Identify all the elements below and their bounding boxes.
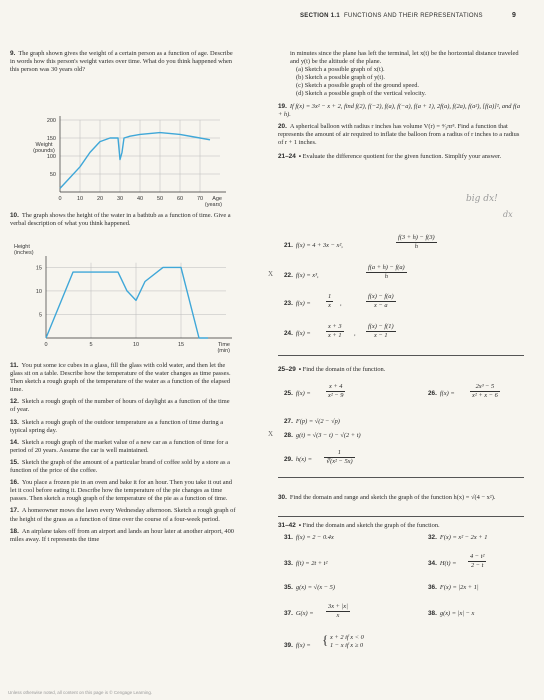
- x-tick-label: 10: [132, 342, 140, 348]
- check-mark-28: X: [268, 430, 274, 438]
- page-number: 9: [512, 12, 516, 19]
- y-axis-label: Weight: [35, 142, 53, 148]
- x-tick-label: 40: [136, 196, 144, 202]
- problem-24-fraction: $\frac{x + 3}{x + 1}$: [328, 323, 342, 340]
- problem-22-quotient: $\frac{f(a + h) - f(a)}{h}$: [368, 264, 405, 281]
- comma: ,: [354, 330, 356, 337]
- x-axis-label: (min): [217, 348, 230, 354]
- problem-21: 21. f(x) = 4 + 3x − x²,: [284, 242, 343, 249]
- bathtub-graph: [10, 238, 240, 356]
- problem-35: 35. g(x) = √(x − 5): [284, 584, 335, 591]
- y-tick-label: 100: [46, 154, 56, 160]
- problem-23-fraction: $\frac{1}{x}$: [328, 293, 332, 310]
- problems-25-29-header: 25–29 ▪ Find the domain of the function.: [278, 366, 386, 373]
- y-tick-label: 10: [35, 288, 42, 295]
- x-axis-label: Age: [212, 196, 222, 202]
- problem-37: 37. G(x) =: [284, 610, 314, 617]
- running-header: SECTION 1.1 FUNCTIONS AND THEIR REPRESENTATIONS: [300, 13, 483, 19]
- x-tick-label: 30: [116, 196, 124, 202]
- x-tick-label: 0: [44, 342, 48, 348]
- problem-26-fraction: $\frac{\text{2x³ − 5}}{\text{x² + x − 6}}$: [472, 383, 498, 400]
- brace: {: [322, 632, 329, 647]
- x-tick-label: 10: [76, 196, 84, 202]
- problem-32: 32. F(x) = x² − 2x + 1: [428, 534, 488, 541]
- problem-37-fraction: $\frac{3x + |x|}{x}$: [328, 603, 348, 620]
- x-tick-label: 50: [156, 196, 164, 202]
- y-tick-label: 15: [35, 265, 42, 272]
- pencil-annotation: big dx!: [466, 194, 498, 204]
- pencil-annotation-2: dx: [503, 210, 513, 219]
- problems-31-42-header: 31–42 ▪ Find the domain and sketch the graph of the function.: [278, 522, 440, 529]
- y-tick-label: 5: [38, 312, 42, 319]
- divider: [278, 477, 524, 478]
- problem-23: 23. f(x) =: [284, 300, 311, 307]
- problem-24-quotient: $\frac{f(x) - f(1)}{x - 1}$: [368, 323, 394, 340]
- problem-36: 36. F(x) = |2x + 1|: [428, 584, 479, 591]
- y-tick-label: 50: [49, 172, 56, 178]
- problem-27: 27. F(p) = √(2 − √p): [284, 418, 340, 425]
- right-column-top: in minutes since the plane has left the terminal, let x(t) be the horizontal distance traveled and y(t) be the altitude of the plane. (a) Sketch a possible graph of x(t). (b) Sketch a possible graph of y(t). (c) Sketch a possible graph of the ground speed. (d) Sketch a possible graph of the vertical velocity. 19. If f(x) = 3x² − x + 2, find f(2), f(−2), f(a), f(−a), f(a + 1), 2f(a), f(2a), f(a²), [f(a)]², and f(a + h). 20. A spherical balloon with radius r inches has volume V(r) = ⁴⁄₃πr³. Find a function that represents the amount of air required to inflate the balloon from a radius of r inches to a radius of r + 1 inches. 21–24 ▪ Evaluate the difference quotient for the given function. Simplify your answer.: [278, 50, 521, 161]
- x-tick-label: 70: [196, 196, 204, 202]
- x-tick-label: 15: [177, 342, 185, 348]
- problem-38: 38. g(x) = |x| − x: [428, 610, 475, 617]
- x-tick-label: 60: [176, 196, 184, 202]
- problem-31: 31. f(x) = 2 − 0.4x: [284, 534, 334, 541]
- problem-9: 9. The graph shown gives the weight of a certain person as a function of age. Describe in words how this person's weight varies over time. What do you think happened when this person was 30 years old?: [10, 50, 233, 74]
- problem-34-fraction: $\frac{\text{4 − t²}}{2 - t}$: [470, 553, 485, 570]
- problem-21-quotient: $\frac{f(3 + h) - f(3)}{h}$: [398, 234, 435, 251]
- x-tick-label: 0: [58, 196, 62, 202]
- x-tick-label: 20: [96, 196, 104, 202]
- problem-23-quotient: $\frac{f(x) - f(a)}{x - a}$: [368, 293, 394, 310]
- divider: [278, 355, 524, 356]
- height-curve: [46, 267, 208, 338]
- problem-22: 22. f(x) = x³,: [284, 272, 319, 279]
- comma: ,: [340, 300, 342, 307]
- weight-curve: [60, 133, 210, 189]
- copyright-footer: Unless otherwise noted, all content on this page is © Cengage Learning.: [8, 690, 153, 695]
- weight-graph: [10, 110, 240, 210]
- x-axis-label: (years): [204, 202, 222, 208]
- problem-39: 39. f(x) =: [284, 642, 311, 649]
- y-axis-label: (pounds): [33, 148, 55, 154]
- problem-29-fraction: $\frac{1}{\text{∜(x² − 5x)}}$: [326, 449, 353, 466]
- x-tick-label: 5: [89, 342, 93, 348]
- problem-39-cases: x + 2 if x < 0 1 − x if x ≥ 0: [330, 634, 364, 649]
- problems-11-18: 11. You put some ice cubes in a glass, fill the glass with cold water, and then let the glass sit on a table. Describe how the temperature of the water changes as time passes. Then sketch a rough graph of the temperature of the water as a function of the elapsed time. 12. Sketch a rough graph of the number of hours of daylight as a function of the time of year. 13. Sketch a rough graph of the outdoor temperature as a function of time during a typical spring day. 14. Sketch a rough graph of the market value of a new car as a function of time for a period of 20 years. Assume the car is well maintained. 15. Sketch the graph of the amount of a particular brand of coffee sold by a store as a function of the price of the coffee. 16. You place a frozen pie in an oven and bake it for an hour. Then you take it out and let it cool before eating it. Describe how the temperature of the pie changes as time passes. Then sketch a rough graph of the temperature of the pie as a function of time. 17. A homeowner mows the lawn every Wednesday afternoon. Sketch a rough graph of the height of the grass as a function of time over the course of a four-week period. 18. An airplane takes off from an airport and lands an hour later at another airport, 400 miles away. If t represents the time: [10, 362, 236, 543]
- problem-24: 24. f(x) =: [284, 330, 311, 337]
- y-axis-label: (inches): [14, 250, 34, 256]
- problem-34: 34. H(t) =: [428, 560, 457, 567]
- problem-28: 28. g(t) = √(3 − t) − √(2 + t): [284, 432, 361, 439]
- problem-29: 29. h(x) =: [284, 456, 313, 463]
- problem-25-fraction: $\frac{x + 4}{\text{x² − 9}}$: [328, 383, 344, 400]
- check-mark-22: X: [268, 270, 274, 278]
- y-tick-label: 150: [46, 136, 56, 142]
- problem-26: 26. f(x) =: [428, 390, 455, 397]
- divider: [278, 516, 524, 517]
- problem-10: 10. The graph shows the height of the water in a bathtub as a function of time. Give a verbal description of what you think happened.: [10, 212, 231, 228]
- problem-25: 25. f(x) =: [284, 390, 311, 397]
- y-tick-label: 200: [46, 118, 56, 124]
- x-axis-label: Time: [217, 342, 230, 348]
- problem-30: 30. Find the domain and range and sketch the graph of the function h(x) = √(4 − x²).: [278, 494, 496, 501]
- y-axis-label: Height: [14, 244, 30, 250]
- problem-33: 33. f(t) = 2t + t²: [284, 560, 328, 567]
